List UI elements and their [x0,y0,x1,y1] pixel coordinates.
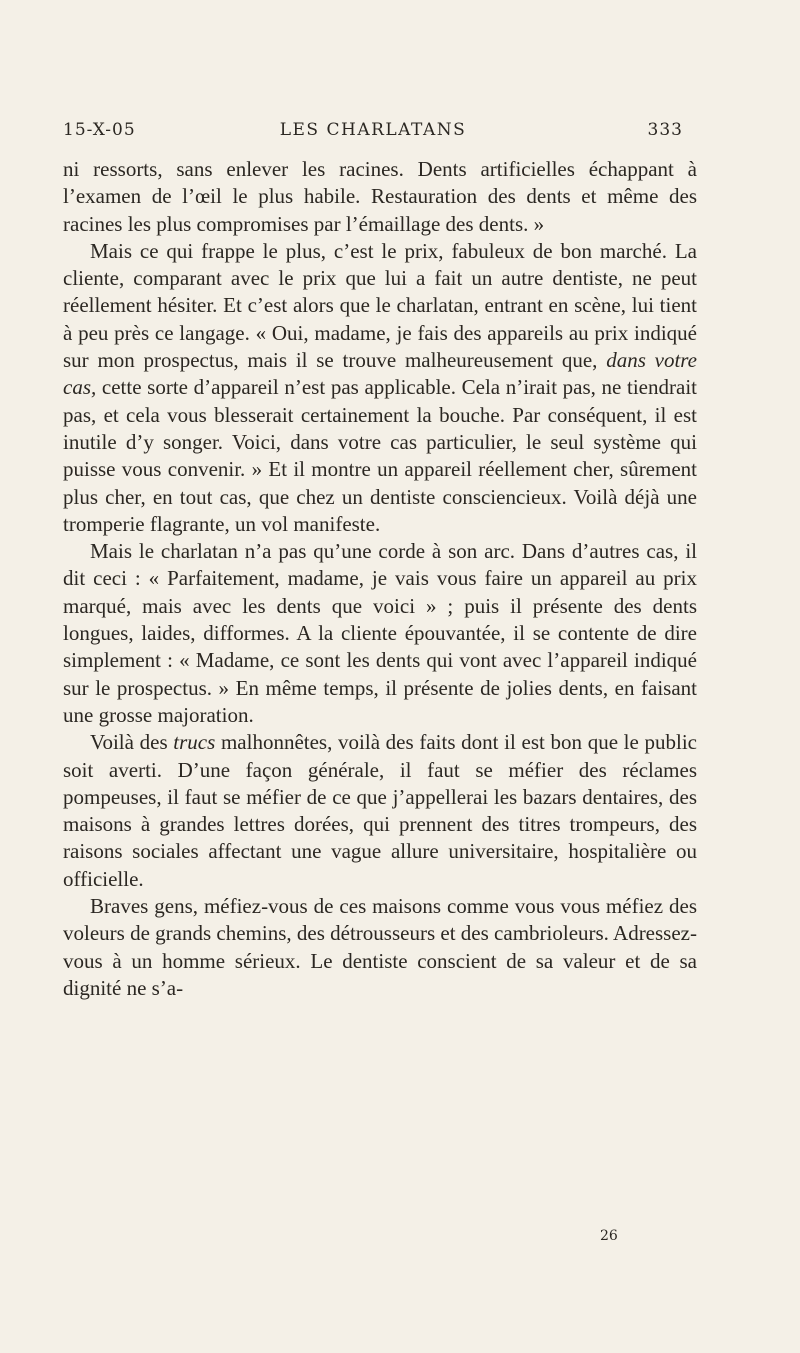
paragraph-5-text: Braves gens, méfiez-vous de ces maisons comme vous vous méfiez des voleurs de grands chemins, des détrousseurs et des cambrioleurs. Adressez-vous à un homme sérieux. Le dentiste conscient de sa valeur et de sa dignité ne s’a- [63,894,697,1000]
paragraph-2-text-start: Mais ce qui frappe le plus, c’est le prix, fabuleux de bon marché. La cliente, comparant avec le prix que lui a fait un autre dentiste, ne peut réellement hésiter. Et c’est alors que le charlatan, entrant en scène, lui tient à peu près ce langage. « Oui, madame, je fais des appareils au prix indiqué sur mon prospectus, mais il se trouve malheureusement que, [63,238,697,373]
paragraph-4-text-end: malhonnêtes, voilà des faits dont il est bon que le public soit averti. D’une façon générale, il faut se méfier des réclames pompeuses, il faut se méfier de ce que j’appellerai les bazars dentaires, des maisons à grandes lettres dorées, qui prennent des titres trompeurs, des raisons sociales affectant une vague allure universitaire, hospitalière ou officielle. [63,730,697,891]
paragraph-3 [63,538,697,729]
paragraph-5 [63,893,697,1002]
body-text [63,156,697,1002]
page-number: 333 [647,120,683,140]
paragraph-2-emphasis: dans votre cas, [63,348,698,400]
header-date: 15-X-05 [63,120,136,140]
running-header [63,120,683,146]
paragraph-3-text: Mais le charlatan n’a pas qu’une corde à son arc. Dans d’autres cas, il dit ceci : « Parfaitement, madame, je vais vous faire un appareil au prix marqué, mais avec les dents que voici » ; puis il présente des dents longues, laides, difformes. A la cliente épouvantée, il se contente de dire simplement : « Madame, ce sont les dents qui vont avec l’appareil indiqué sur le prospectus. » En même temps, il présente de jolies dents, en faisant une grosse majoration. [63,539,697,727]
paragraph-4-text-start: Voilà des [90,730,174,755]
header-title: LES CHARLATANS [279,120,467,140]
paragraph-4-emphasis: trucs [173,730,216,755]
paragraph-2-text-end: cette sorte d’appareil n’est pas applicable. Cela n’irait pas, ne tiendrait pas, et cela vous blesserait certainement la bouche. Par conséquent, il est inutile d’y songer. Voici, dans votre cas particulier, le seul système qui puisse vous convenir. » Et il montre un appareil réellement cher, sûrement plus cher, en tout cas, que chez un dentiste consciencieux. Voilà déjà une tromperie flagrante, un vol manifeste. [63,375,697,536]
signature-mark: 26 [600,1228,618,1244]
paragraph-1 [63,156,697,238]
paragraph-4 [63,729,697,893]
paragraph-1-text: ni ressorts, sans enlever les racines. Dents artificielles échappant à l’examen de l’œil le plus habile. Restauration des dents et même des racines les plus compromises par l’émaillage des dents. » [63,157,697,236]
paragraph-2 [63,238,697,538]
